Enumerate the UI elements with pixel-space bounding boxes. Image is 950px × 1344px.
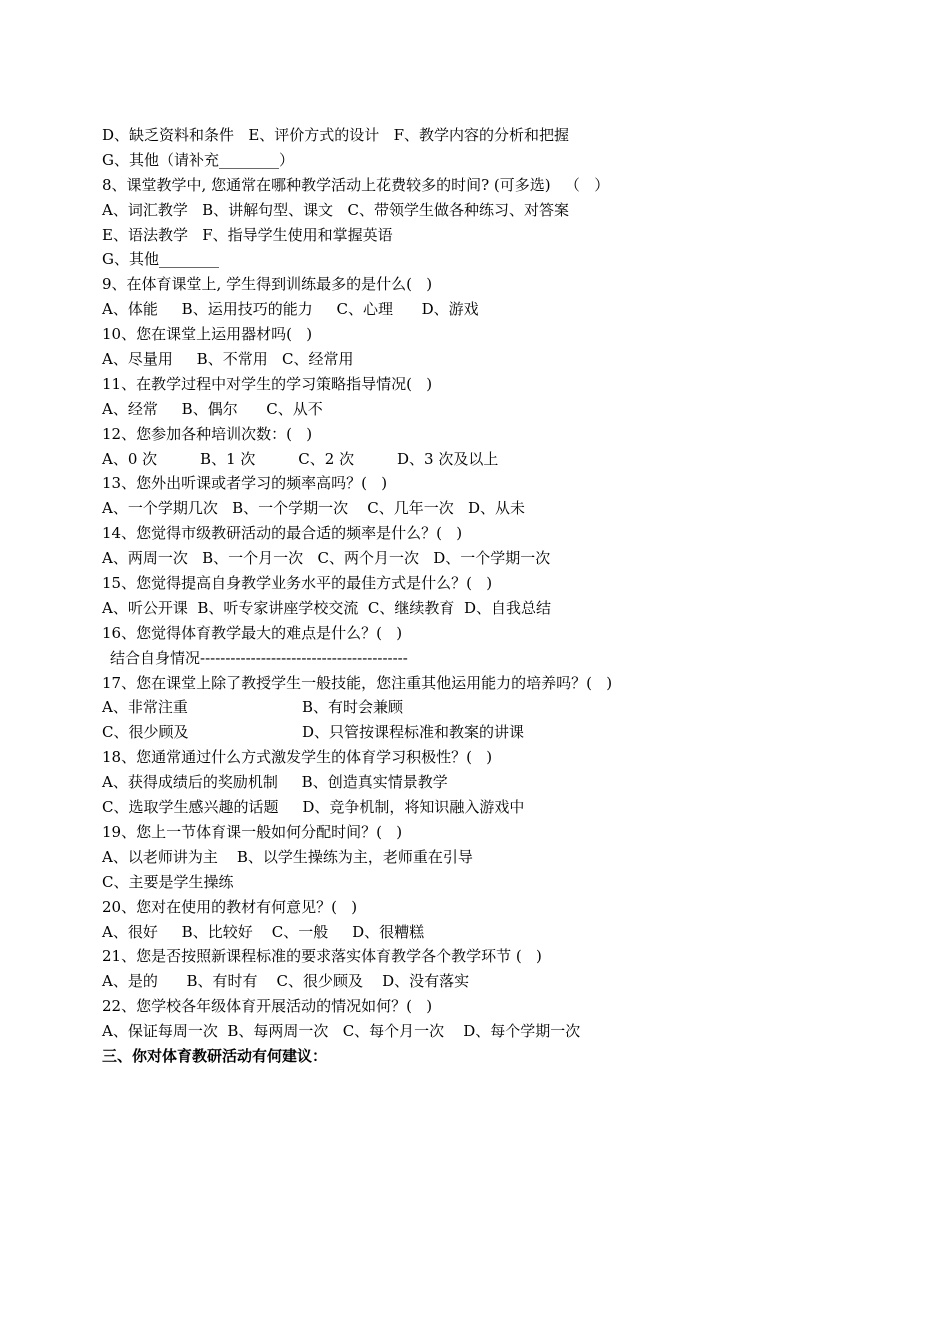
q19-options-ab: A、以老师讲为主 B、以学生操练为主，老师重在引导 [102, 847, 473, 866]
q11-options: A、经常 B、偶尔 C、从不 [102, 399, 323, 418]
q8-options-ef: E、语法教学 F、指导学生使用和掌握英语 [102, 225, 393, 244]
q17-options-ab [102, 695, 902, 720]
q17-option-a: A、非常注重 [102, 698, 188, 717]
q7-option-other: G、其他（请补充________） [102, 150, 294, 169]
q22-options: A、保证每周一次 B、每两周一次 C、每个月一次 D、每个学期一次 [102, 1022, 581, 1041]
question-11: 11、在教学过程中对学生的学习策略指导情况( ) [102, 374, 433, 393]
questionnaire-page [102, 123, 902, 1069]
q18-options-ab: A、获得成绩后的奖励机制 B、创造真实情景教学 [102, 773, 448, 792]
q9-options: A、体能 B、运用技巧的能力 C、心理 D、游戏 [102, 300, 479, 319]
question-21: 21、您是否按照新课程标准的要求落实体育教学各个教学环节 ( ) [102, 947, 542, 966]
q19-option-c: C、主要是学生操练 [102, 872, 234, 891]
q21-options: A、是的 B、有时有 C、很少顾及 D、没有落实 [102, 972, 470, 991]
question-18: 18、您通常通过什么方式激发学生的体育学习积极性？( ) [102, 748, 493, 767]
question-12: 12、您参加各种培训次数：( ) [102, 424, 313, 443]
question-10: 10、您在课堂上运用器材吗( ) [102, 325, 313, 344]
q12-options: A、0 次 B、1 次 C、2 次 D、3 次及以上 [102, 449, 499, 468]
question-15: 15、您觉得提高自身教学业务水平的最佳方式是什么？( ) [102, 574, 493, 593]
q16-answer-line: 结合自身情况----------------------------------------- [110, 648, 408, 667]
q14-options: A、两周一次 B、一个月一次 C、两个月一次 D、一个学期一次 [102, 549, 551, 568]
question-14: 14、您觉得市级教研活动的最合适的频率是什么？( ) [102, 524, 463, 543]
q8-options-abc: A、词汇教学 B、讲解句型、课文 C、带领学生做各种练习、对答案 [102, 200, 569, 219]
q17-options-cd [102, 720, 902, 745]
q20-options: A、很好 B、比较好 C、一般 D、很糟糕 [102, 922, 425, 941]
question-8: 8、课堂教学中, 您通常在哪种教学活动上花费较多的时间? (可多选) （ ） [102, 175, 610, 194]
question-13: 13、您外出听课或者学习的频率高吗？( ) [102, 474, 388, 493]
q18-options-cd: C、选取学生感兴趣的话题 D、竞争机制，将知识融入游戏中 [102, 798, 525, 817]
q7-options-def: D、缺乏资料和条件 E、评价方式的设计 F、教学内容的分析和把握 [102, 126, 569, 144]
q8-option-other: G、其他________ [102, 250, 219, 269]
question-9: 9、在体育课堂上, 学生得到训练最多的是什么( ) [102, 275, 433, 294]
question-20: 20、您对在使用的教材有何意见？( ) [102, 897, 358, 916]
q17-option-b: B、有时会兼顾 [302, 698, 404, 717]
question-19: 19、您上一节体育课一般如何分配时间？( ) [102, 822, 403, 841]
q15-options: A、听公开课 B、听专家讲座学校交流 C、继续教育 D、自我总结 [102, 598, 551, 617]
question-22: 22、您学校各年级体育开展活动的情况如何？( ) [102, 997, 433, 1016]
question-17: 17、您在课堂上除了教授学生一般技能，您注重其他运用能力的培养吗？( ) [102, 673, 613, 692]
q13-options: A、一个学期几次 B、一个学期一次 C、几年一次 D、从未 [102, 499, 526, 518]
q10-options: A、尽量用 B、不常用 C、经常用 [102, 350, 354, 369]
q17-option-d: D、只管按课程标准和教案的讲课 [302, 723, 525, 742]
q17-option-c: C、很少顾及 [102, 723, 189, 742]
question-16: 16、您觉得体育教学最大的难点是什么？( ) [102, 623, 403, 642]
section-3-heading: 三、你对体育教研活动有何建议： [102, 1046, 328, 1065]
